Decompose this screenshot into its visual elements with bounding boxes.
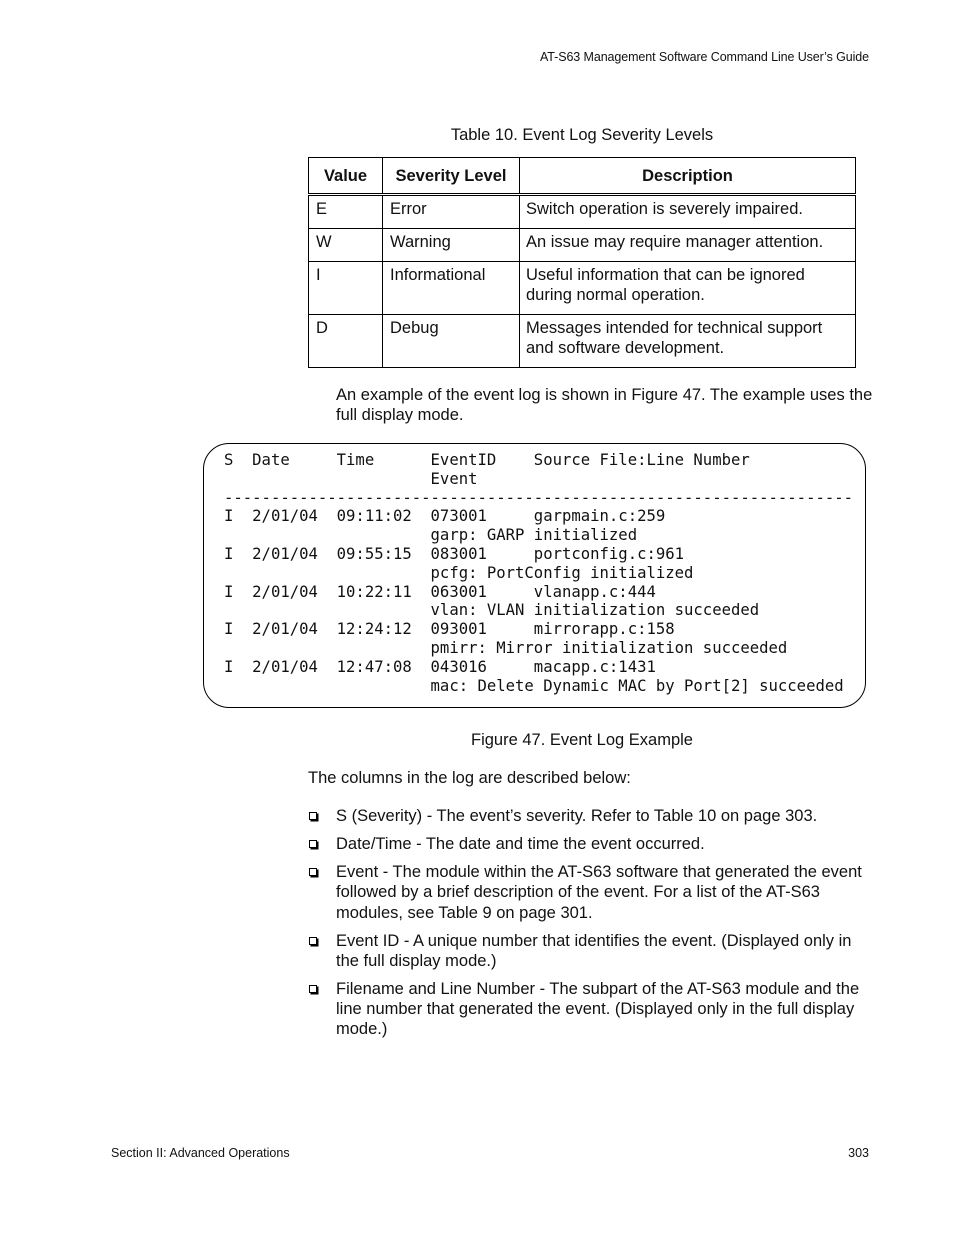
footer-section: Section II: Advanced Operations (111, 1146, 290, 1160)
cell-value: W (309, 229, 383, 262)
checkbox-bullet-icon (309, 868, 317, 876)
log-line: I 2/01/04 09:11:02 073001 garpmain.c:259 (224, 507, 666, 526)
log-line: Event (224, 469, 478, 488)
table-row (309, 315, 856, 368)
cell-severity-level: Error (383, 195, 520, 229)
list-item-text: Filename and Line Number - The subpart of the AT-S63 module and the line number that generated the event. (Displayed only in the full display mode.) (336, 979, 860, 1039)
cell-description: Switch operation is severely impaired. (520, 195, 856, 229)
list-item-text: Event ID - A unique number that identifies the event. (Displayed only in the full display mode.) (336, 931, 852, 970)
table-row (309, 262, 856, 315)
cell-severity-level: Warning (383, 229, 520, 262)
column-header-value: Value (309, 158, 383, 195)
page-number: 303 (848, 1146, 869, 1160)
log-line: mac: Delete Dynamic MAC by Port[2] succeeded (224, 676, 844, 695)
log-line: garp: GARP initialized (224, 526, 638, 545)
checkbox-bullet-icon (309, 840, 317, 848)
table-row (309, 229, 856, 262)
list-item (308, 979, 874, 1040)
table-header-row (309, 158, 856, 195)
checkbox-bullet-icon (309, 937, 317, 945)
list-item (308, 806, 874, 826)
log-line: I 2/01/04 12:24:12 093001 mirrorapp.c:158 (224, 620, 675, 639)
list-item-text: Event - The module within the AT-S63 software that generated the event followed by a brief description of the event. For a list of the AT-S63 modules, see Table 9 on page 301. (336, 862, 862, 922)
log-line: S Date Time EventID Source File:Line Number (224, 451, 750, 469)
columns-intro: The columns in the log are described below: (308, 769, 631, 787)
cell-value: E (309, 195, 383, 229)
event-log-example (224, 451, 853, 695)
cell-description: An issue may require manager attention. (520, 229, 856, 262)
cell-value: D (309, 315, 383, 368)
cell-value: I (309, 262, 383, 315)
checkbox-bullet-icon (309, 985, 317, 993)
cell-severity-level: Informational (383, 262, 520, 315)
example-paragraph: An example of the event log is shown in Figure 47. The example uses the full display mode. (336, 386, 873, 424)
log-separator: ------------------------------------------------------------------- (224, 488, 854, 507)
running-header: AT-S63 Management Software Command Line User’s Guide (540, 50, 869, 64)
log-line: pmirr: Mirror initialization succeeded (224, 638, 788, 657)
figure-caption: Figure 47. Event Log Example (471, 731, 693, 749)
list-item (308, 931, 874, 972)
cell-severity-level: Debug (383, 315, 520, 368)
checkbox-bullet-icon (309, 812, 317, 820)
cell-description: Messages intended for technical support and software development. (520, 315, 856, 368)
log-line: vlan: VLAN initialization succeeded (224, 601, 760, 620)
log-line: I 2/01/04 12:47:08 043016 macapp.c:1431 (224, 657, 656, 676)
list-item-text: S (Severity) - The event’s severity. Refer to Table 10 on page 303. (336, 807, 818, 825)
list-item (308, 862, 874, 923)
log-line: I 2/01/04 09:55:15 083001 portconfig.c:961 (224, 544, 685, 563)
list-item-text: Date/Time - The date and time the event occurred. (336, 834, 705, 853)
table-row (309, 195, 856, 229)
log-line: pcfg: PortConfig initialized (224, 563, 694, 582)
log-line: I 2/01/04 10:22:11 063001 vlanapp.c:444 (224, 582, 656, 601)
list-item (308, 834, 874, 854)
table-caption: Table 10. Event Log Severity Levels (450, 126, 714, 144)
severity-table (308, 157, 856, 368)
column-header-severity-level: Severity Level (383, 158, 520, 195)
cell-description: Useful information that can be ignored during normal operation. (520, 262, 856, 315)
column-header-description: Description (520, 158, 856, 195)
column-description-list (308, 806, 874, 1047)
